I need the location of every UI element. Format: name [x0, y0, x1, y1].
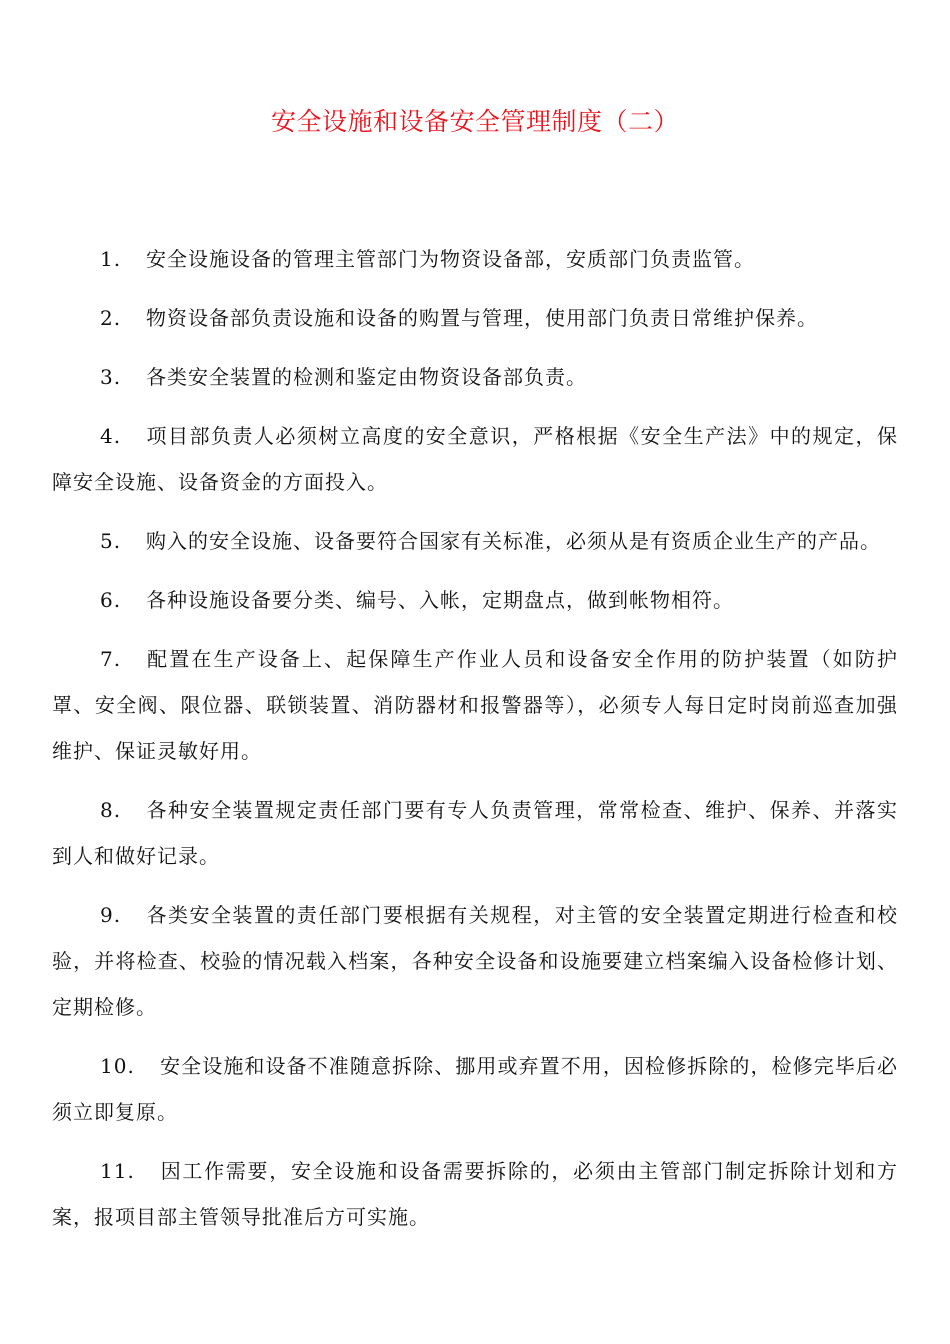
paragraph-number: 10. [100, 1054, 135, 1078]
paragraph-number: 4. [100, 424, 122, 448]
paragraph-text: 各类安全装置的责任部门要根据有关规程，对主管的安全装置定期进行检查和校验，并将检查、校验的情况载入档案，各种安全设备和设施要建立档案编入设备检修计划、定期检修。 [52, 903, 898, 1019]
paragraph-5 [52, 518, 898, 564]
paragraph-3 [52, 354, 898, 400]
paragraph-number: 5. [100, 529, 122, 553]
paragraph-text: 安全设施和设备不准随意拆除、挪用或弃置不用，因检修拆除的，检修完毕后必须立即复原。 [52, 1054, 898, 1124]
paragraph-text: 各种设施设备要分类、编号、入帐，定期盘点，做到帐物相符。 [146, 588, 734, 612]
paragraph-text: 因工作需要，安全设施和设备需要拆除的，必须由主管部门制定拆除计划和方案，报项目部主管领导批准后方可实施。 [52, 1159, 898, 1229]
paragraph-number: 7. [100, 647, 122, 671]
paragraph-number: 8. [100, 798, 122, 822]
paragraph-number: 9. [100, 903, 122, 927]
document-title: 安全设施和设备安全管理制度（二） [270, 107, 679, 136]
paragraph-7 [52, 636, 898, 774]
paragraph-4 [52, 413, 898, 505]
paragraph-text: 项目部负责人必须树立高度的安全意识，严格根据《安全生产法》中的规定，保障安全设施、设备资金的方面投入。 [52, 424, 898, 494]
paragraph-text: 安全设施设备的管理主管部门为物资设备部，安质部门负责监管。 [146, 247, 755, 271]
paragraph-text: 各类安全装置的检测和鉴定由物资设备部负责。 [146, 365, 587, 389]
paragraph-number: 11. [100, 1159, 135, 1183]
paragraph-1 [52, 236, 898, 282]
paragraph-9 [52, 892, 898, 1030]
paragraph-text: 购入的安全设施、设备要符合国家有关标准，必须从是有资质企业生产的产品。 [146, 529, 881, 553]
paragraph-number: 3. [100, 365, 122, 389]
paragraph-text: 配置在生产设备上、起保障生产作业人员和设备安全作用的防护装置（如防护罩、安全阀、限位器、联锁装置、消防器材和报警器等），必须专人每日定时岗前巡查加强维护、保证灵敏好用。 [52, 647, 898, 763]
paragraph-2 [52, 295, 898, 341]
paragraph-8 [52, 787, 898, 879]
paragraph-number: 6. [100, 588, 122, 612]
paragraph-text: 各种安全装置规定责任部门要有专人负责管理，常常检查、维护、保养、并落实到人和做好记录。 [52, 798, 898, 868]
paragraph-11 [52, 1148, 898, 1240]
paragraph-6 [52, 577, 898, 623]
document-body [52, 236, 898, 1253]
paragraph-number: 1. [100, 247, 122, 271]
paragraph-text: 物资设备部负责设施和设备的购置与管理，使用部门负责日常维护保养。 [146, 306, 818, 330]
paragraph-10 [52, 1043, 898, 1135]
paragraph-number: 2. [100, 306, 122, 330]
